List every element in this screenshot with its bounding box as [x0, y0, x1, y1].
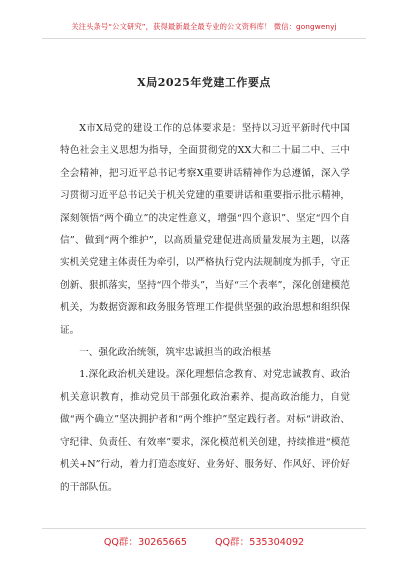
- footer-qq-group-2: QQ群：535304092: [214, 537, 305, 548]
- footer-divider: [42, 528, 366, 529]
- paragraph-intro: X市X局党的建设工作的总体要求是：坚持以习近平新时代中国特色社会主义思想为指导，全面贯彻党的XX大和二十届二中、三中全会精神，把习近平总书记考察X重要讲话精神作为总遵循，深入学习贯彻习近平总书记关于机关党建的重要讲话和重要指示批示精神，深刻领悟“两个确立”的决定性意义，增强“四个意识”、坚定“四个自信”、做到“两个维护”，以高质量党建促进高质量发展为主题，以落实机关党建主体责任为牵引，以严格执行党内法规制度为抓手，守正创新、狠抓落实，坚持“四个带头”，当好“三个表率”，深化创建模范机关，为数据资源和政务服务管理工作提供坚强的政治思想和组织保证。: [60, 123, 350, 336]
- footer-qq-group-1: QQ群：30265665: [103, 537, 187, 548]
- header-banner: 关注头条号“公文研究”，获得最新最全最专业的公文资料库！ 微信：gongwenyj: [71, 22, 337, 31]
- footer: [0, 534, 408, 548]
- paragraph-item-1: 1.深化政治机关建设。深化理想信念教育、对党忠诚教育、政治机关意识教育，推动党员干部强化政治素养、提高政治能力，自觉做“两个确立”坚决拥护者和“两个维护”坚定践行者。对标“讲政治、守纪律、负责任、有效率”要求，深化模范机关创建，持续推进“模范机关+N”行动，着力打造态度好、业务好、服务好、作风好、评价好的干部队伍。: [60, 369, 350, 493]
- section-heading: 一、强化政治统领，筑牢忠诚担当的政治根基: [79, 347, 272, 359]
- document-title: X局2025年党建工作要点: [137, 76, 271, 89]
- header-divider: [42, 38, 366, 39]
- document-body: [60, 118, 350, 499]
